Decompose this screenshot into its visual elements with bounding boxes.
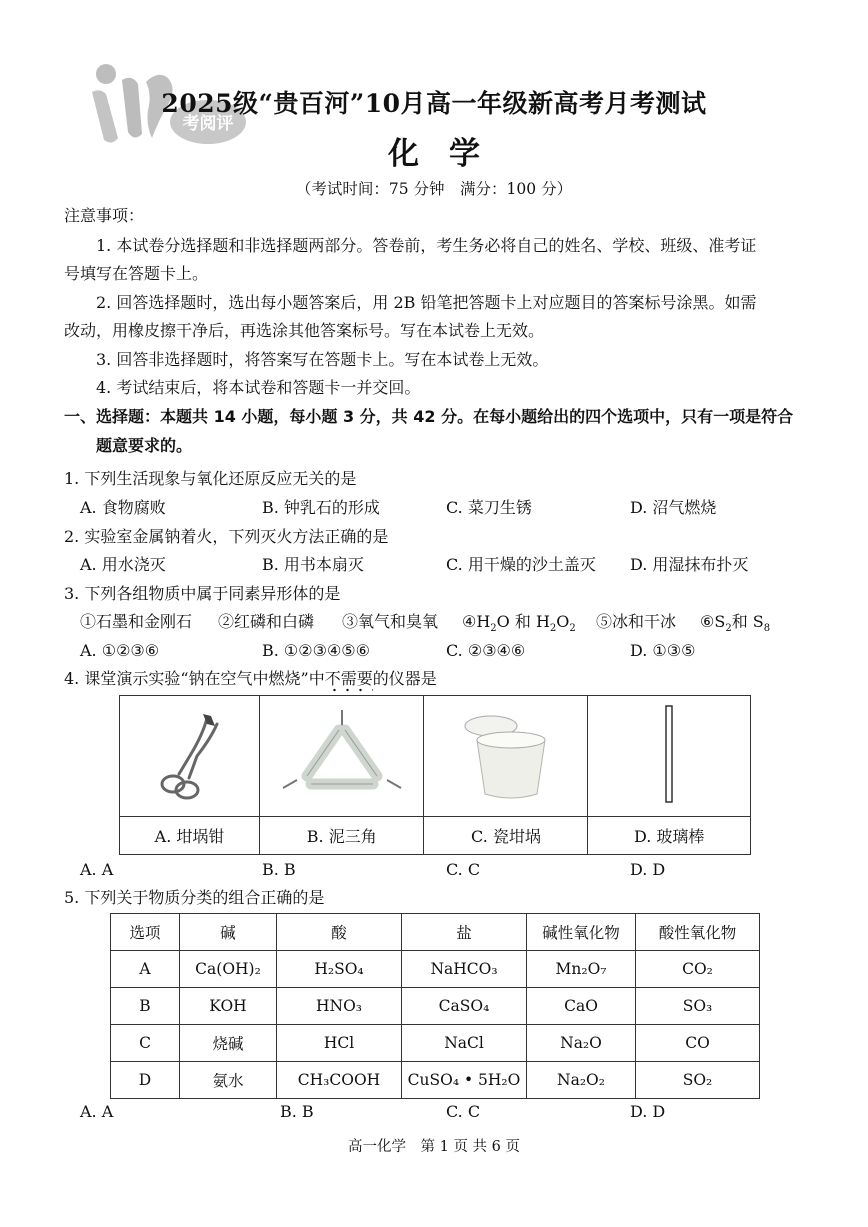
glass-rod-cell <box>588 696 751 817</box>
table-cell: CO₂ <box>636 951 760 988</box>
q3-option-b: B. ①②③④⑤⑥ <box>262 641 370 660</box>
clay-triangle-cell <box>260 696 424 817</box>
notice-item-2a: 2. 回答选择题时，选出每小题答案后，用 2B 铅笔把答题卡上对应题目的答案标号涂黑。如需 <box>96 293 757 312</box>
table-cell: SO₂ <box>636 1062 760 1099</box>
subject-title: 化学 <box>388 136 510 172</box>
instrument-label-a: A. 坩埚钳 <box>120 817 260 855</box>
table-header-cell: 酸 <box>277 914 402 951</box>
q3-option-a: A. ①②③⑥ <box>80 641 160 660</box>
porcelain-crucible-icon <box>451 704 561 804</box>
table-row <box>111 988 760 1025</box>
table-cell: NaHCO₃ <box>402 951 527 988</box>
table-cell: C <box>111 1025 180 1062</box>
q2-option-d: D. 用湿抹布扑灭 <box>630 555 749 574</box>
q2-stem: 2. 实验室金属钠着火，下列灭火方法正确的是 <box>64 527 389 546</box>
q2-option-b: B. 用书本扇灭 <box>262 555 364 574</box>
table-cell: Na₂O₂ <box>527 1062 636 1099</box>
table-cell: 氨水 <box>180 1062 277 1099</box>
q3-group-6: $⑥S_2$和 $S_8$ <box>700 612 771 635</box>
table-row <box>111 951 760 988</box>
table-cell: KOH <box>180 988 277 1025</box>
page-footer: 高一化学 第 1 页 共 6 页 <box>348 1139 520 1155</box>
table-cell: Ca(OH)₂ <box>180 951 277 988</box>
table-cell: CuSO₄ • 5H₂O <box>402 1062 527 1099</box>
notice-item-2b: 改动，用橡皮擦干净后，再选涂其他答案标号。写在本试卷上无效。 <box>64 321 545 340</box>
table-cell: D <box>111 1062 180 1099</box>
table-cell: HNO₃ <box>277 988 402 1025</box>
table-cell: Mn₂O₇ <box>527 951 636 988</box>
notice-heading: 注意事项： <box>64 206 145 225</box>
q4-option-d: D. D <box>630 860 666 879</box>
table-cell: 烧碱 <box>180 1025 277 1062</box>
table-header-cell: 酸性氧化物 <box>636 914 760 951</box>
q3-stem: 3. 下列各组物质中属于同素异形体的是 <box>64 584 341 603</box>
table-cell: CO <box>636 1025 760 1062</box>
q2-option-a: A. 用水浇灭 <box>80 555 166 574</box>
table-cell: NaCl <box>402 1025 527 1062</box>
table-cell: H₂SO₄ <box>277 951 402 988</box>
section-heading-1a: 一、选择题：本题共 14 小题，每小题 3 分，共 42 分。在每小题给出的四个选项中，只有一项是符合 <box>64 407 794 426</box>
table-header-row <box>111 914 760 951</box>
q4-option-a: A. A <box>80 860 114 879</box>
crucible-tongs-icon <box>145 704 235 804</box>
notice-item-1a: 1. 本试卷分选择题和非选择题两部分。答卷前，考生务必将自己的姓名、学校、班级、准考证 <box>96 236 757 255</box>
table-cell: Na₂O <box>527 1025 636 1062</box>
exam-title: 2025级“贵百河”10月高一年级新高考月考测试 <box>161 89 707 118</box>
q2-option-c: C. 用干燥的沙土盖灭 <box>446 555 596 574</box>
table-cell: HCl <box>277 1025 402 1062</box>
q5-option-a: A. A <box>80 1102 114 1121</box>
table-row <box>111 1025 760 1062</box>
table-row <box>111 1062 760 1099</box>
q5-option-c: C. C <box>446 1102 481 1121</box>
q4-emphasis: 不需要 <box>325 669 373 692</box>
q5-stem: 5. 下列关于物质分类的组合正确的是 <box>64 888 325 907</box>
q1-option-b: B. 钟乳石的形成 <box>262 498 380 517</box>
q3-group-2: ②红磷和白磷 <box>218 612 315 631</box>
q1-option-c: C. 菜刀生锈 <box>446 498 532 517</box>
table-cell: CaO <box>527 988 636 1025</box>
instrument-label-c: C. 瓷坩埚 <box>424 817 588 855</box>
q3-group-3: ③氧气和臭氧 <box>342 612 439 631</box>
section-heading-1b: 题意要求的。 <box>96 436 193 455</box>
table-cell: CH₃COOH <box>277 1062 402 1099</box>
instrument-label-b: B. 泥三角 <box>260 817 424 855</box>
q1-option-d: D. 沼气燃烧 <box>630 498 717 517</box>
classification-table <box>110 913 760 1099</box>
q3-group-4: $④H_2O$ 和 $H_2O_2$ <box>462 612 576 635</box>
q1-option-a: A. 食物腐败 <box>80 498 166 517</box>
table-cell: A <box>111 951 180 988</box>
table-header-cell: 碱性氧化物 <box>527 914 636 951</box>
q3-option-c: C. ②③④⑥ <box>446 641 526 660</box>
q5-option-b: B. B <box>280 1102 314 1121</box>
q1-stem: 1. 下列生活现象与氧化还原反应无关的是 <box>64 469 357 488</box>
q3-group-1: ①石墨和金刚石 <box>80 612 193 631</box>
notice-item-1b: 号填写在答题卡上。 <box>64 264 209 283</box>
table-cell: CaSO₄ <box>402 988 527 1025</box>
table-header-cell: 盐 <box>402 914 527 951</box>
q4-stem: 4. 课堂演示实验“钠在空气中燃烧”中不需要的仪器是 <box>64 669 437 689</box>
crucible-tongs-cell <box>120 696 260 817</box>
table-header-cell: 选项 <box>111 914 180 951</box>
notice-item-4: 4. 考试结束后，将本试卷和答题卡一并交回。 <box>96 378 421 397</box>
clay-triangle-icon <box>277 704 407 804</box>
logo-text: 考阅评 <box>182 114 234 134</box>
q3-group-5: ⑤冰和干冰 <box>596 612 677 631</box>
glass-rod-icon <box>654 704 684 804</box>
table-header-cell: 碱 <box>180 914 277 951</box>
instrument-label-d: D. 玻璃棒 <box>588 817 751 855</box>
table-cell: SO₃ <box>636 988 760 1025</box>
q4-option-c: C. C <box>446 860 481 879</box>
q3-option-d: D. ①③⑤ <box>630 641 696 660</box>
q5-option-d: D. D <box>630 1102 666 1121</box>
q4-option-b: B. B <box>262 860 296 879</box>
exam-info: （考试时间：75 分钟 满分：100 分） <box>295 180 573 198</box>
instrument-table <box>119 695 751 855</box>
porcelain-crucible-cell <box>424 696 588 817</box>
notice-item-3: 3. 回答非选择题时，将答案写在答题卡上。写在本试卷上无效。 <box>96 350 549 369</box>
table-cell: B <box>111 988 180 1025</box>
